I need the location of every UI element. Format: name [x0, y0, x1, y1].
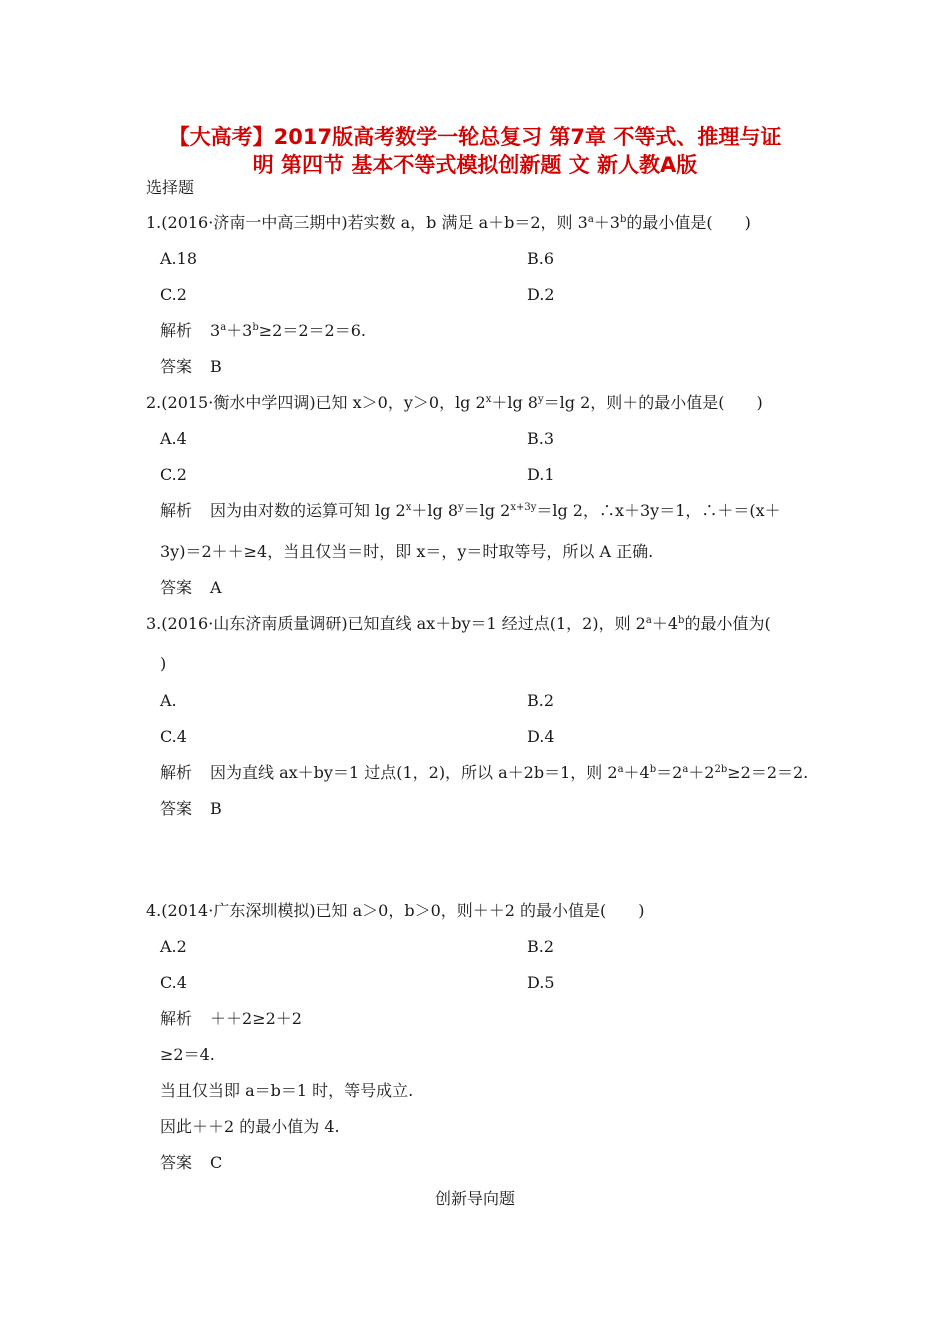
question-3-option-a: A. — [160, 691, 177, 710]
section-label: 选择题 — [146, 178, 195, 197]
question-4-option-a: A.2 — [160, 937, 187, 956]
question-3-stem: 3.(2016·山东济南质量调研)已知直线 ax＋by＝1 经过点(1，2)，则 $2^a+4^b$的最小值为( — [146, 614, 771, 633]
question-3-stem-line2: ) — [160, 654, 167, 673]
question-1-analysis: 解析 $3^a+3^b\ge 2=2=2=6$. — [160, 321, 366, 340]
question-4-analysis-line4: 因此＋＋2 的最小值为 4. — [160, 1117, 340, 1136]
question-4-analysis-line2: ≥2＝4. — [160, 1045, 215, 1064]
question-2-analysis-line1: 解析 因为由对数的运算可知 $\lg 2^x+\lg$ $8^y=\lg$ $2^{x+3y}=\lg$ 2，∴x＋3y＝1，∴＋＝(x＋ — [160, 501, 781, 520]
question-1-answer: 答案 B — [160, 357, 222, 376]
question-2-stem: 2.(2015·衡水中学四调)已知 x＞0，y＞0，$\lg 2^x+\lg$ $8^y=\lg$ 2，则＋的最小值是( ) — [146, 393, 763, 412]
question-3-option-d: D.4 — [527, 727, 555, 746]
question-3-option-c: C.4 — [160, 727, 187, 746]
question-1-option-c: C.2 — [160, 285, 187, 304]
question-1-stem: 1.(2016·济南一中高三期中)若实数 a，b 满足 a＋b＝2，则 $3^a+3^b$的最小值是( ) — [146, 213, 751, 232]
question-4-option-d: D.5 — [527, 973, 555, 992]
question-4-analysis-line3: 当且仅当即 a＝b＝1 时，等号成立. — [160, 1081, 414, 1100]
question-3-analysis: 解析 因为直线 ax＋by＝1 过点(1，2)，所以 a＋2b＝1，则 $2^a+4^b=2^a+2^{2b}\ge 2=2=2$. — [160, 763, 809, 782]
question-4-stem: 4.(2014·广东深圳模拟)已知 a＞0，b＞0，则＋＋2 的最小值是( ) — [146, 901, 645, 920]
question-4-option-c: C.4 — [160, 973, 187, 992]
question-1-option-a: A.18 — [160, 249, 197, 268]
question-4-analysis-line1: 解析 ＋＋2≥2＋2 — [160, 1009, 302, 1028]
question-4-option-b: B.2 — [527, 937, 555, 956]
section-heading-innovation: 创新导向题 — [434, 1189, 515, 1208]
document-title-line2: 明 第四节 基本不等式模拟创新题 文 新人教A版 — [252, 153, 698, 177]
question-2-option-c: C.2 — [160, 465, 187, 484]
question-2-option-a: A.4 — [160, 429, 187, 448]
question-2-option-b: B.3 — [527, 429, 555, 448]
document-title-line1: 【大高考】2017版高考数学一轮总复习 第7章 不等式、推理与证 — [168, 125, 782, 149]
question-2-option-d: D.1 — [527, 465, 555, 484]
question-2-answer: 答案 A — [160, 578, 222, 597]
question-4-answer: 答案 C — [160, 1153, 223, 1172]
question-3-option-b: B.2 — [527, 691, 555, 710]
question-1-option-d: D.2 — [527, 285, 555, 304]
question-2-analysis-line2: 3y)＝2＋＋≥4，当且仅当＝时，即 x＝，y＝时取等号，所以 A 正确. — [160, 542, 654, 561]
question-3-answer: 答案 B — [160, 799, 222, 818]
question-1-option-b: B.6 — [527, 249, 555, 268]
